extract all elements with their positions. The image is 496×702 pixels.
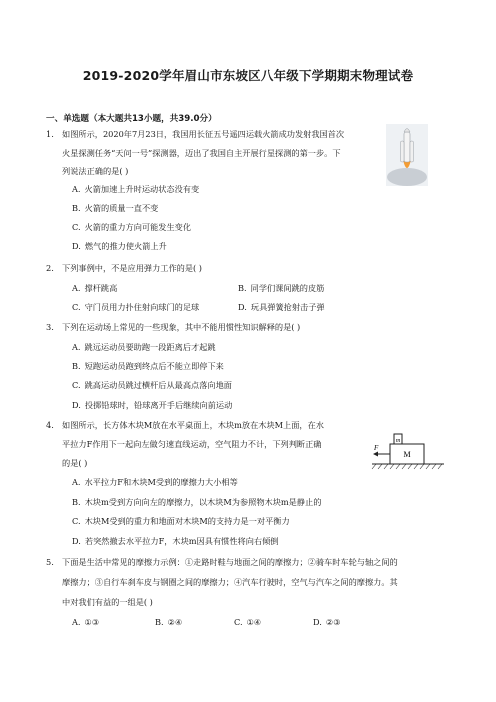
option-d: D. 投掷铅球时，铅球离开手后继续向前运动: [72, 400, 233, 410]
option-c: C. 木块M受到的重力和地面对木块M的支持力是一对平衡力: [72, 516, 290, 526]
question-text-line: 中对我们有益的一组是( ): [62, 597, 153, 607]
option-d: D. 若突然撤去水平拉力F，木块m因具有惯性将向右倾倒: [72, 536, 279, 546]
option-d: D. 燃气的推力使火箭上升: [72, 241, 167, 251]
question-text-line: 摩擦力；③自行车刹车皮与钢圈之间的摩擦力；④汽车行驶时，空气与汽车之间的摩擦力。其: [62, 577, 398, 587]
block-small-label: m: [395, 438, 401, 444]
option-b: B. 短跑运动员跑到终点后不能立即停下来: [72, 361, 224, 371]
option-a: A. 水平拉力F和木块M受到的摩擦力大小相等: [72, 477, 238, 487]
booster-left: [401, 141, 405, 162]
block-force-diagram: [370, 426, 446, 472]
question-number: 4.: [46, 420, 54, 430]
rocket-body: [404, 132, 410, 162]
option-c: C. ①④: [234, 617, 262, 627]
question-text-line: 下面是生活中常见的摩擦力示例：①走路时鞋与地面之间的摩擦力；②骑车时车轮与轴之间的: [62, 557, 398, 567]
option-b: B. 木块m受到方向向左的摩擦力，以木块M为参照物木块m是静止的: [72, 497, 322, 507]
question-text-line: 列说法正确的是( ): [62, 166, 129, 176]
question-text-line: 平拉力F作用下一起向左做匀速直线运动，空气阻力不计，下列判断正确: [62, 439, 322, 449]
question-text-line: 下列事例中，不是应用弹力工作的是( ): [62, 263, 202, 273]
option-a: A. 火箭加速上升时运动状态没有变: [72, 184, 200, 194]
exhaust-smoke: [387, 168, 427, 186]
question-number: 5.: [46, 557, 54, 567]
force-label: F: [374, 444, 379, 452]
option-a: A. ①③: [72, 617, 100, 627]
option-b: B. 火箭的质量一直不变: [72, 203, 159, 213]
option-b: B. ②④: [155, 617, 183, 627]
question-text-line: 如图所示，2020年7月23日，我国用长征五号遥四运载火箭成功发射我国首次: [62, 129, 345, 139]
question-text-line: 如图所示，长方体木块M放在水平桌面上，木块m放在木块M上面，在水: [62, 420, 324, 430]
option-a: A. 跳远运动员要助跑一段距离后才起跳: [72, 342, 216, 352]
booster-right: [410, 141, 414, 162]
page-title: 2019-2020学年眉山市东坡区八年级下学期期末物理试卷: [82, 68, 414, 83]
option-c: C. 火箭的重力方向可能发生变化: [72, 222, 192, 232]
question-number: 2.: [46, 263, 54, 273]
rocket-launch-image: [386, 124, 428, 186]
block-big-label: M: [403, 450, 411, 459]
option-d: D. 玩具弹簧抢射击子弹: [238, 302, 325, 312]
option-c: C. 跳高运动员跳过横杆后从最高点落向地面: [72, 380, 232, 390]
question-text-line: 下列在运动场上常见的一些现象，其中不能用惯性知识解释的是( ): [62, 322, 301, 332]
option-c: C. 守门员用力扑住射向球门的足球: [72, 302, 200, 312]
question-number: 1.: [46, 129, 54, 139]
option-d: D. ②③: [313, 617, 341, 627]
option-b: B. 同学们课间跳的皮筋: [238, 283, 325, 293]
option-a: A. 撑杆跳高: [72, 283, 118, 293]
ground-hatching: [372, 464, 442, 469]
force-arrow-head: [373, 452, 378, 457]
question-number: 3.: [46, 322, 54, 332]
question-text-line: 火星探测任务“天问一号”探测器，迈出了我国自主开展行星探测的第一步。下: [62, 148, 341, 158]
section-heading: 一、单选题（本大题共13小题，共39.0分）: [46, 114, 217, 124]
question-text-line: 的是( ): [62, 458, 88, 468]
